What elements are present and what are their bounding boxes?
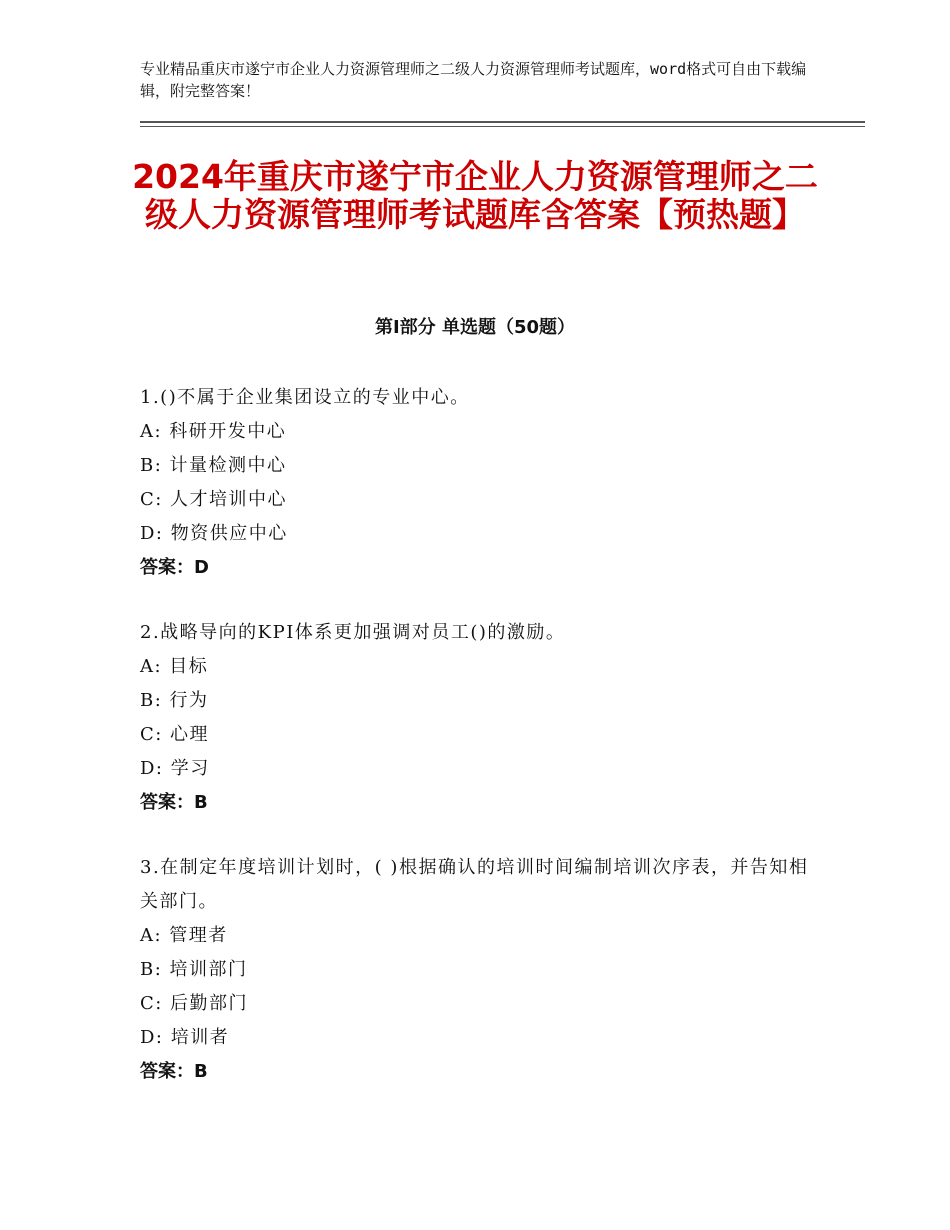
answer: 答案：B xyxy=(140,1061,208,1082)
option-d: D: 学习 xyxy=(140,758,210,779)
option-c: C: 后勤部门 xyxy=(140,993,249,1014)
option-d: D: 培训者 xyxy=(140,1027,230,1048)
option-c: C: 人才培训中心 xyxy=(140,489,288,510)
question-3 xyxy=(140,851,820,1089)
option-c: C: 心理 xyxy=(140,724,210,745)
header-note: 专业精品重庆市遂宁市企业人力资源管理师之二级人力资源管理师考试题库，word格式可自由下载编辑，附完整答案！ xyxy=(140,60,807,100)
header-divider-thick xyxy=(140,121,865,123)
question-stem: 2.战略导向的KPI体系更加强调对员工()的激励。 xyxy=(140,622,566,643)
question-2 xyxy=(140,616,820,820)
option-b: B: 培训部门 xyxy=(140,959,248,980)
option-a: A: 管理者 xyxy=(140,925,228,946)
option-d: D: 物资供应中心 xyxy=(140,523,288,544)
option-b: B: 行为 xyxy=(140,690,209,711)
question-1 xyxy=(140,381,820,585)
document-title: 2024年重庆市遂宁市企业人力资源管理师之二级人力资源管理师考试题库含答案【预热题】 xyxy=(132,157,818,234)
answer: 答案：D xyxy=(140,557,209,578)
option-a: A: 科研开发中心 xyxy=(140,421,287,442)
question-list xyxy=(140,381,820,1120)
header-divider-thin xyxy=(140,126,865,127)
option-b: B: 计量检测中心 xyxy=(140,455,287,476)
section-heading: 第Ⅰ部分 单选题（50题） xyxy=(374,317,575,338)
answer: 答案：B xyxy=(140,792,208,813)
option-a: A: 目标 xyxy=(140,656,209,677)
question-stem: 3.在制定年度培训计划时，( )根据确认的培训时间编制培训次序表，并告知相关部门。 xyxy=(140,857,809,912)
question-stem: 1.()不属于企业集团设立的专业中心。 xyxy=(140,387,470,408)
